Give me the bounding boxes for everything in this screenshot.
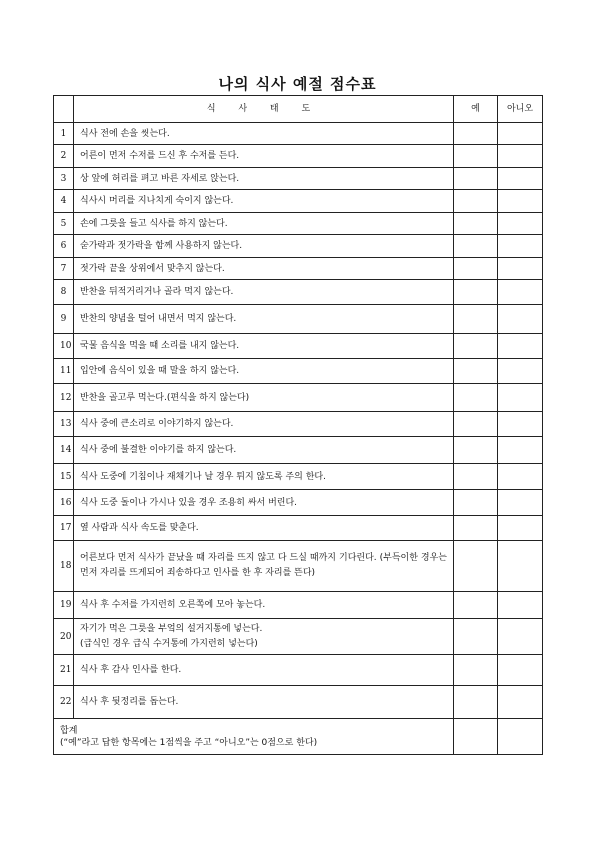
yes-cell[interactable] (454, 516, 498, 541)
row-text: 식사 후 감사 인사를 한다. (74, 655, 454, 686)
yes-cell[interactable] (454, 412, 498, 437)
table-row (54, 619, 543, 655)
row-number: 12 (54, 384, 74, 412)
no-cell[interactable] (498, 437, 543, 464)
row-number: 10 (54, 334, 74, 359)
row-text: 식사 도중에 기침이나 재채기나 날 경우 튀지 않도록 주의 한다. (74, 464, 454, 490)
no-cell[interactable] (498, 280, 543, 305)
table-row (54, 464, 543, 490)
row-number: 6 (54, 235, 74, 258)
table-row (54, 190, 543, 213)
yes-cell[interactable] (454, 235, 498, 258)
page-title: 나의 식사 예절 점수표 (218, 75, 377, 93)
no-cell[interactable] (498, 235, 543, 258)
header-no: 아니오 (498, 96, 543, 123)
yes-cell[interactable] (454, 213, 498, 235)
yes-cell[interactable] (454, 190, 498, 213)
yes-cell[interactable] (454, 686, 498, 719)
no-cell[interactable] (498, 190, 543, 213)
no-cell[interactable] (498, 305, 543, 334)
yes-cell[interactable] (454, 384, 498, 412)
yes-cell[interactable] (454, 334, 498, 359)
no-cell[interactable] (498, 619, 543, 655)
no-cell[interactable] (498, 384, 543, 412)
yes-cell[interactable] (454, 168, 498, 190)
row-number: 1 (54, 123, 74, 145)
table-row (54, 168, 543, 190)
total-yes-cell[interactable] (454, 719, 498, 755)
row-number: 15 (54, 464, 74, 490)
total-label: 합계 (60, 725, 78, 736)
row-number: 13 (54, 412, 74, 437)
no-cell[interactable] (498, 686, 543, 719)
yes-cell[interactable] (454, 280, 498, 305)
row-number: 3 (54, 168, 74, 190)
table-row (54, 655, 543, 686)
row-text: 식사 중에 불결한 이야기를 하지 않는다. (74, 437, 454, 464)
no-cell[interactable] (498, 123, 543, 145)
no-cell[interactable] (498, 213, 543, 235)
table-row (54, 437, 543, 464)
yes-cell[interactable] (454, 655, 498, 686)
row-text-block (74, 619, 454, 655)
yes-cell[interactable] (454, 541, 498, 592)
table-row (54, 541, 543, 592)
no-cell[interactable] (498, 655, 543, 686)
row-number: 9 (54, 305, 74, 334)
table-row (54, 123, 543, 145)
row-text: 식사 후 뒷정리를 돕는다. (74, 686, 454, 719)
no-cell[interactable] (498, 168, 543, 190)
row-number: 4 (54, 190, 74, 213)
row-text: 반찬을 골고루 먹는다.(편식을 하지 않는다) (74, 384, 454, 412)
no-cell[interactable] (498, 490, 543, 516)
row-number: 8 (54, 280, 74, 305)
row-text: 젓가락 끝을 상위에서 맞추지 않는다. (74, 258, 454, 280)
table-row (54, 258, 543, 280)
no-cell[interactable] (498, 334, 543, 359)
no-cell[interactable] (498, 592, 543, 619)
total-note: (“예”라고 답한 항목에는 1점씩을 주고 “아니오”는 0점으로 한다) (60, 737, 318, 748)
yes-cell[interactable] (454, 305, 498, 334)
row-number: 14 (54, 437, 74, 464)
no-cell[interactable] (498, 516, 543, 541)
yes-cell[interactable] (454, 490, 498, 516)
table-row (54, 235, 543, 258)
yes-cell[interactable] (454, 619, 498, 655)
table-row (54, 490, 543, 516)
total-row (54, 719, 543, 755)
row-text: 자기가 먹은 그릇을 부엌의 설거지통에 넣는다. (80, 623, 263, 634)
yes-cell[interactable] (454, 145, 498, 168)
row-text: 어른보다 먼저 식사가 끝났을 때 자리를 뜨지 않고 다 드실 때까지 기다린다. (부득이한 경우는 먼저 자리를 뜨게되어 죄송하다고 인사를 한 후 자리를 뜬다) (74, 541, 454, 592)
header-yes: 예 (454, 96, 498, 123)
yes-cell[interactable] (454, 123, 498, 145)
row-number: 19 (54, 592, 74, 619)
no-cell[interactable] (498, 412, 543, 437)
row-text: 옆 사람과 식사 속도를 맞춘다. (74, 516, 454, 541)
row-number: 20 (54, 619, 74, 655)
table-row (54, 280, 543, 305)
row-text: 숟가락과 젓가락을 함께 사용하지 않는다. (74, 235, 454, 258)
yes-cell[interactable] (454, 437, 498, 464)
table-row (54, 592, 543, 619)
yes-cell[interactable] (454, 258, 498, 280)
no-cell[interactable] (498, 359, 543, 384)
row-text: 국물 음식을 먹을 때 소리를 내지 않는다. (74, 334, 454, 359)
yes-cell[interactable] (454, 592, 498, 619)
table-row (54, 213, 543, 235)
table-row (54, 359, 543, 384)
row-text: 식사 도중 돌이나 가시나 있을 경우 조용히 싸서 버린다. (74, 490, 454, 516)
row-text: 반찬을 뒤적거리거나 골라 먹지 않는다. (74, 280, 454, 305)
total-no-cell[interactable] (498, 719, 543, 755)
table-header-row (54, 96, 543, 123)
row-number: 18 (54, 541, 74, 592)
row-number: 11 (54, 359, 74, 384)
table-row (54, 305, 543, 334)
header-number (54, 96, 74, 123)
table-row (54, 334, 543, 359)
no-cell[interactable] (498, 258, 543, 280)
header-attitude: 식 사 태 도 (74, 96, 454, 123)
row-text: 식사 후 수저를 가지런히 오른쪽에 모아 놓는다. (74, 592, 454, 619)
table-row (54, 516, 543, 541)
total-cell (54, 719, 454, 755)
yes-cell[interactable] (454, 359, 498, 384)
row-number: 2 (54, 145, 74, 168)
no-cell[interactable] (498, 145, 543, 168)
etiquette-score-table (53, 95, 543, 755)
no-cell[interactable] (498, 541, 543, 592)
row-text: 반찬의 양념을 털어 내면서 먹지 않는다. (74, 305, 454, 334)
row-number: 17 (54, 516, 74, 541)
no-cell[interactable] (498, 464, 543, 490)
row-text: 식사 중에 큰소리로 이야기하지 않는다. (74, 412, 454, 437)
yes-cell[interactable] (454, 464, 498, 490)
row-number: 22 (54, 686, 74, 719)
row-text: 손에 그릇을 들고 식사를 하지 않는다. (74, 213, 454, 235)
row-text: 식사시 머리를 지나치게 숙이지 않는다. (74, 190, 454, 213)
row-text: 어른이 먼저 수저를 드신 후 수저를 든다. (74, 145, 454, 168)
row-number: 16 (54, 490, 74, 516)
table-row (54, 384, 543, 412)
row-text: 입안에 음식이 있을 때 말을 하지 않는다. (74, 359, 454, 384)
row-text-note: (급식인 경우 급식 수거통에 가지런히 넣는다) (80, 638, 258, 649)
table-row (54, 686, 543, 719)
row-number: 7 (54, 258, 74, 280)
row-text: 상 앞에 허리를 펴고 바른 자세로 앉는다. (74, 168, 454, 190)
row-text: 식사 전에 손을 씻는다. (74, 123, 454, 145)
table-row (54, 412, 543, 437)
table-row (54, 145, 543, 168)
row-number: 21 (54, 655, 74, 686)
row-number: 5 (54, 213, 74, 235)
